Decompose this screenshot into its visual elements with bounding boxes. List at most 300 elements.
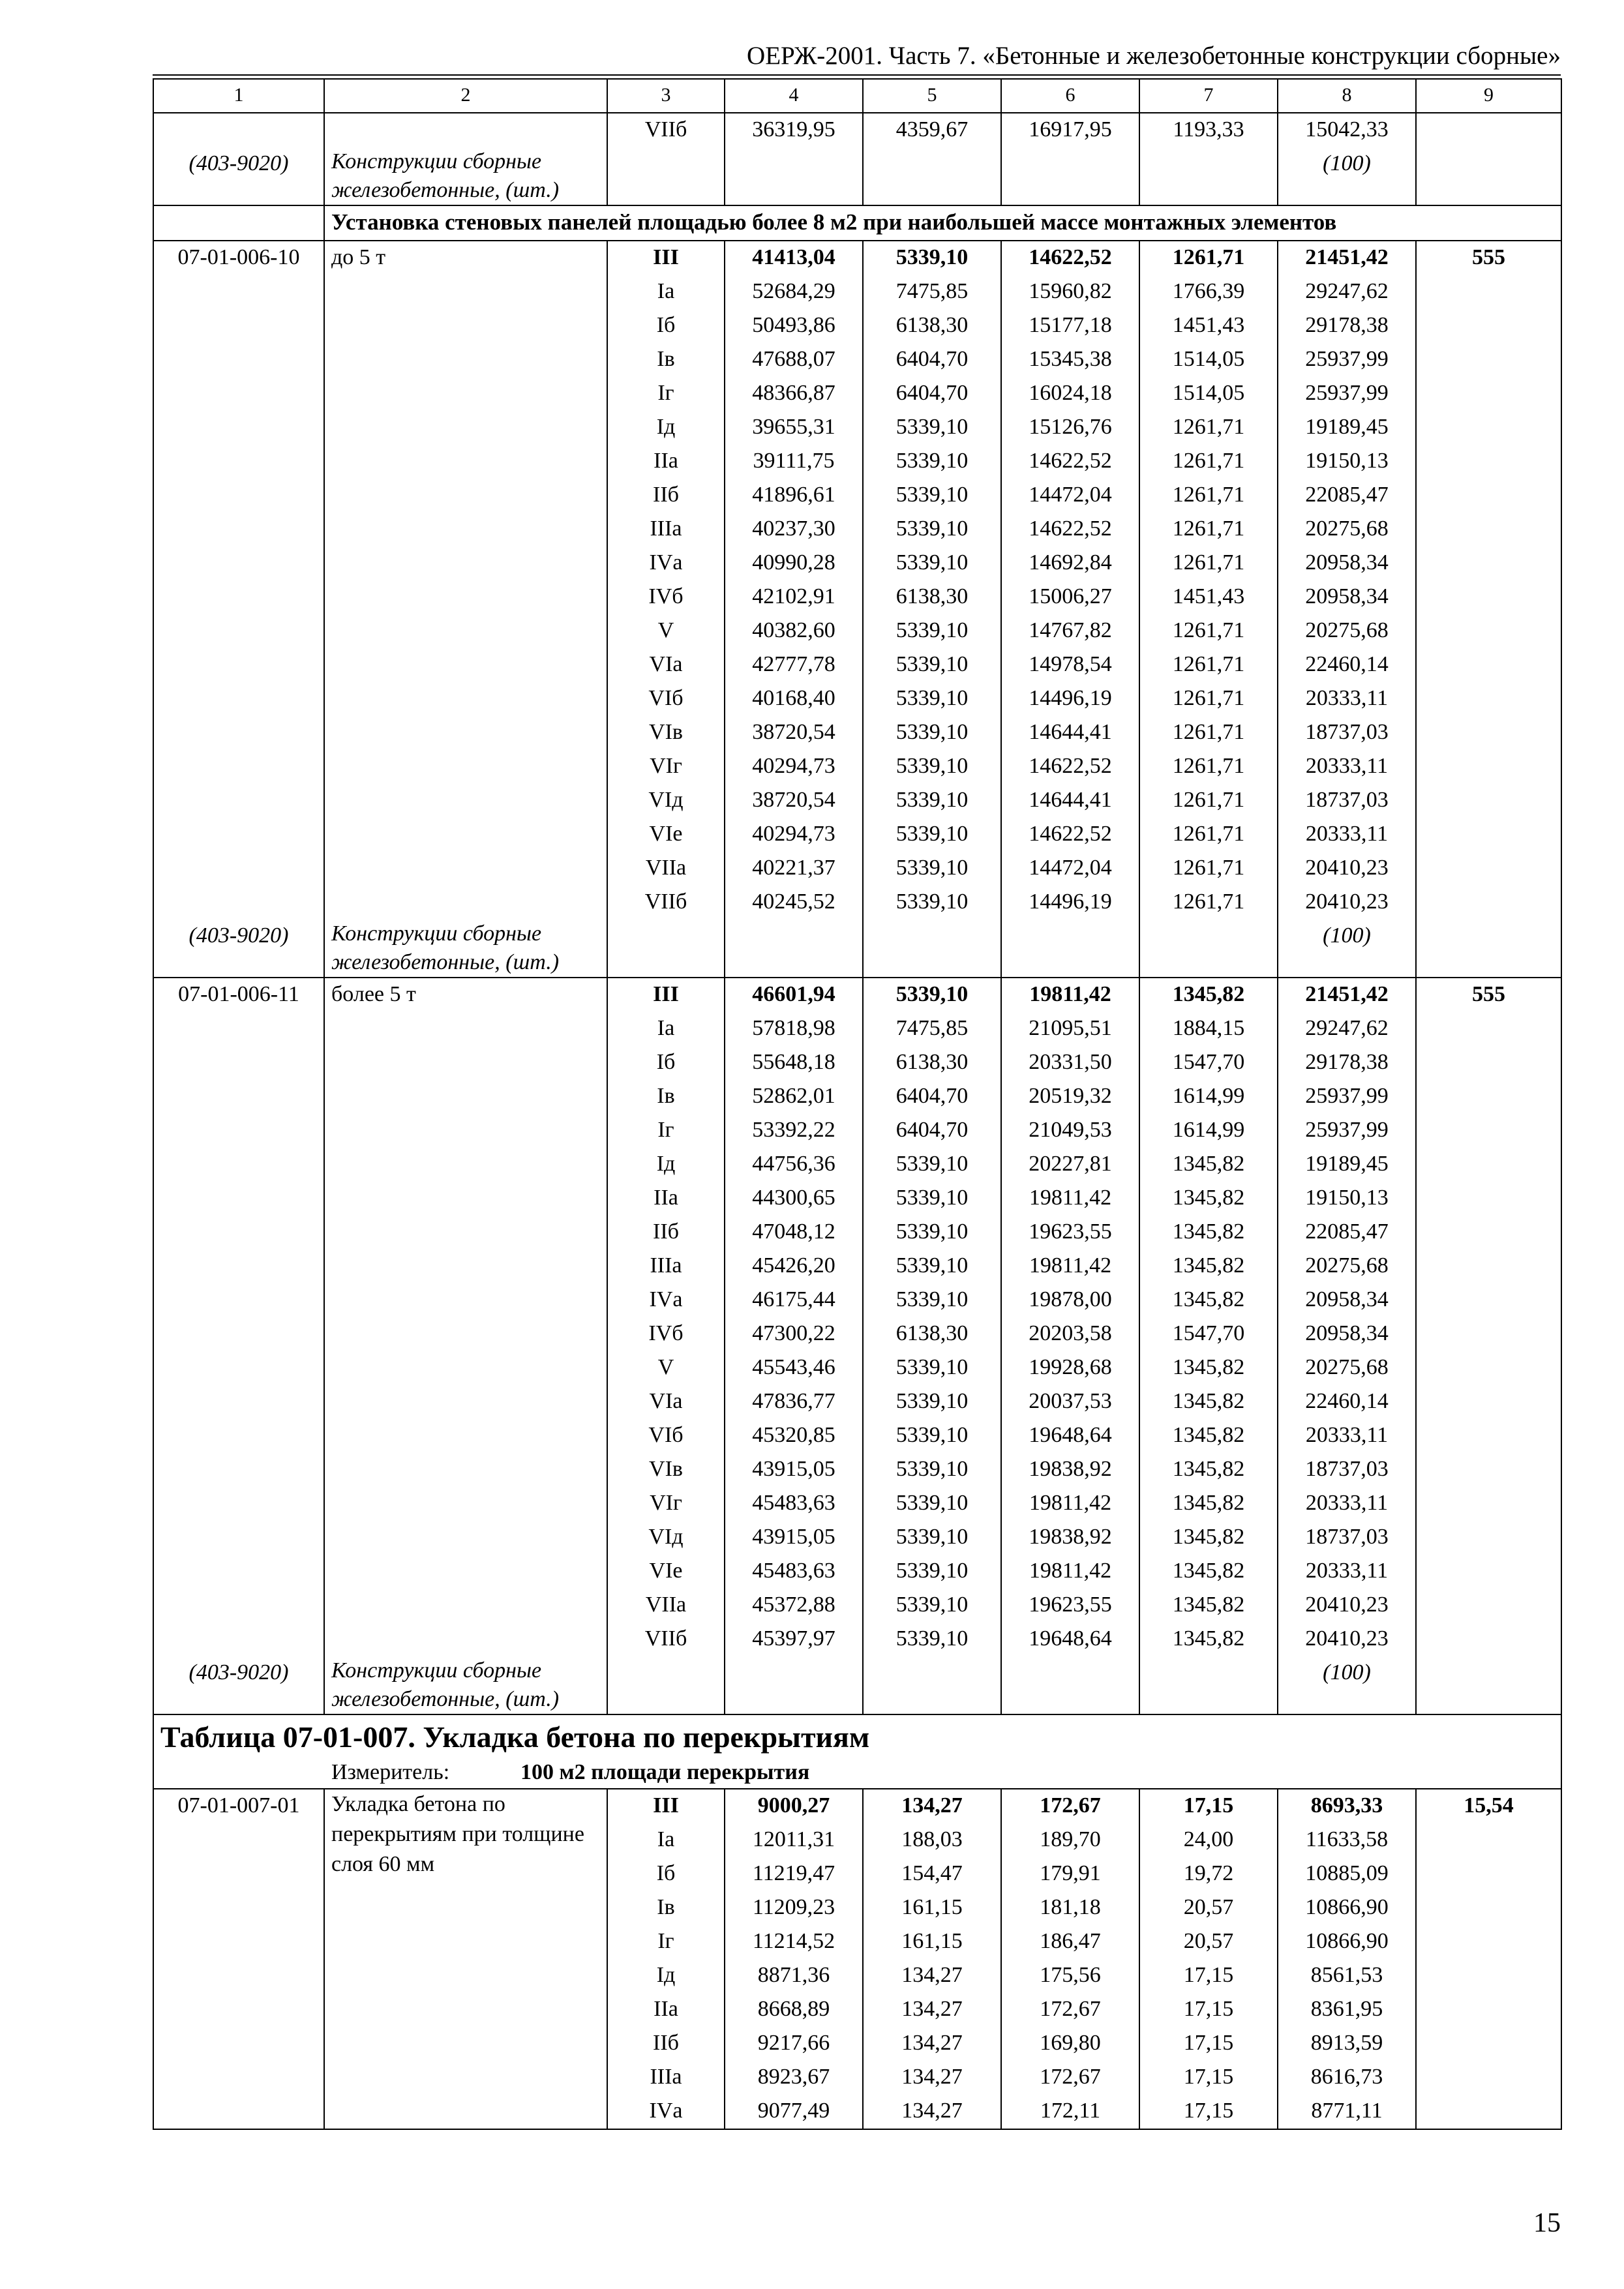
- empty-cell: [1416, 1046, 1561, 1080]
- empty-cell: [1416, 1959, 1561, 1993]
- price-value: 20410,23: [1278, 1623, 1416, 1656]
- table-row: [153, 411, 1561, 445]
- price-value: 5339,10: [863, 1385, 1001, 1419]
- empty-cell: [1416, 1453, 1561, 1487]
- price-value: 20333,11: [1278, 1487, 1416, 1521]
- empty-cell: [324, 1114, 607, 1148]
- price-value: 21095,51: [1001, 1012, 1139, 1046]
- empty-cell: [153, 648, 324, 682]
- table-row: [153, 275, 1561, 309]
- price-value: 50493,86: [725, 309, 863, 343]
- price-value: 41896,61: [725, 479, 863, 513]
- price-value: 5339,10: [863, 750, 1001, 784]
- empty-cell: [324, 648, 607, 682]
- price-value: 17,15: [1139, 2061, 1278, 2095]
- price-value: 5339,10: [863, 818, 1001, 852]
- price-value: 5339,10: [863, 682, 1001, 716]
- price-value: 1345,82: [1139, 1283, 1278, 1317]
- price-value: 20410,23: [1278, 852, 1416, 886]
- price-value: 5339,10: [863, 1351, 1001, 1385]
- empty-cell: [1416, 1656, 1561, 1714]
- price-value: 1345,82: [1139, 1182, 1278, 1216]
- zone-code: Iб: [607, 1857, 725, 1891]
- empty-cell: [1416, 1114, 1561, 1148]
- empty-cell: [324, 1623, 607, 1656]
- table-row: [153, 1216, 1561, 1249]
- empty-cell: [863, 1656, 1001, 1714]
- zone-code: IIIа: [607, 513, 725, 546]
- empty-cell: [324, 113, 607, 147]
- price-value: 36319,95: [725, 113, 863, 147]
- measure-cell: [153, 1758, 1561, 1789]
- column-number: 2: [324, 79, 607, 113]
- zone-code: VIд: [607, 1521, 725, 1555]
- table-row: [153, 2095, 1561, 2129]
- price-value: 1547,70: [1139, 1317, 1278, 1351]
- price-value: 42777,78: [725, 648, 863, 682]
- price-value: 20333,11: [1278, 818, 1416, 852]
- empty-cell: [1416, 818, 1561, 852]
- empty-cell: [153, 1012, 324, 1046]
- price-value: 5339,10: [863, 479, 1001, 513]
- price-value: 11219,47: [725, 1857, 863, 1891]
- price-value: 45483,63: [725, 1487, 863, 1521]
- price-value: 134,27: [863, 1993, 1001, 2027]
- price-value: 42102,91: [725, 580, 863, 614]
- rate-name-text: Укладка бетона по перекрытиям при толщине слоя 60 мм: [331, 1792, 584, 1876]
- zone-code: VIIа: [607, 1589, 725, 1623]
- zone-code: VIв: [607, 1453, 725, 1487]
- price-value: 16024,18: [1001, 377, 1139, 411]
- empty-cell: [1416, 2027, 1561, 2061]
- price-value: 20275,68: [1278, 614, 1416, 648]
- empty-cell: [324, 2095, 607, 2129]
- empty-cell: [324, 343, 607, 377]
- empty-cell: [1416, 2095, 1561, 2129]
- empty-cell: [1416, 513, 1561, 546]
- rate-code: 07-01-006-11: [153, 978, 324, 1012]
- price-value: 1345,82: [1139, 1419, 1278, 1453]
- price-value: 6138,30: [863, 580, 1001, 614]
- zone-code: Iг: [607, 1114, 725, 1148]
- price-value: 5339,10: [863, 1182, 1001, 1216]
- price-value: 6138,30: [863, 1046, 1001, 1080]
- empty-cell: [324, 377, 607, 411]
- zone-code: IVб: [607, 580, 725, 614]
- empty-cell: [153, 546, 324, 580]
- zone-code: Iв: [607, 343, 725, 377]
- table-row: [153, 1012, 1561, 1046]
- empty-cell: [1416, 1216, 1561, 1249]
- zone-code: IIб: [607, 2027, 725, 2061]
- price-value: 1614,99: [1139, 1080, 1278, 1114]
- price-value: 19811,42: [1001, 978, 1139, 1012]
- price-value: 161,15: [863, 1891, 1001, 1925]
- empty-cell: [153, 1351, 324, 1385]
- table-row: [153, 1283, 1561, 1317]
- empty-cell: [324, 411, 607, 445]
- zone-code: IIб: [607, 479, 725, 513]
- price-value: 5339,10: [863, 1148, 1001, 1182]
- empty-cell: [153, 818, 324, 852]
- price-value: 134,27: [863, 1789, 1001, 1823]
- price-value: 5339,10: [863, 784, 1001, 818]
- price-value: 43915,05: [725, 1453, 863, 1487]
- price-value: 6404,70: [863, 377, 1001, 411]
- empty-cell: [153, 411, 324, 445]
- empty-cell: [1416, 411, 1561, 445]
- empty-cell: [324, 1891, 607, 1925]
- empty-cell: [725, 147, 863, 205]
- price-value: 52862,01: [725, 1080, 863, 1114]
- empty-cell: [153, 1148, 324, 1182]
- material-name: Конструкции сборные железобетонные, (шт.): [324, 1656, 607, 1714]
- price-value: 1766,39: [1139, 275, 1278, 309]
- price-value: 1261,71: [1139, 750, 1278, 784]
- price-value: 15177,18: [1001, 309, 1139, 343]
- empty-cell: [153, 1555, 324, 1589]
- price-value: 57818,98: [725, 1012, 863, 1046]
- zone-code: VIIа: [607, 852, 725, 886]
- empty-cell: [1139, 1656, 1278, 1714]
- table-row: [153, 852, 1561, 886]
- empty-cell: [153, 377, 324, 411]
- price-value: 5339,10: [863, 1419, 1001, 1453]
- zone-code: IIIа: [607, 2061, 725, 2095]
- empty-cell: [1001, 920, 1139, 978]
- empty-cell: [153, 1249, 324, 1283]
- table-row: [153, 377, 1561, 411]
- price-value: 15042,33: [1278, 113, 1416, 147]
- price-value: 17,15: [1139, 2027, 1278, 2061]
- empty-cell: [607, 1656, 725, 1714]
- table-row: [153, 1249, 1561, 1283]
- empty-cell: [153, 1589, 324, 1623]
- empty-cell: [153, 852, 324, 886]
- price-value: 1261,71: [1139, 784, 1278, 818]
- price-value: 1345,82: [1139, 978, 1278, 1012]
- price-value: 46175,44: [725, 1283, 863, 1317]
- price-value: 9077,49: [725, 2095, 863, 2129]
- price-value: 20410,23: [1278, 886, 1416, 920]
- price-value: 1345,82: [1139, 1521, 1278, 1555]
- price-value: 1261,71: [1139, 648, 1278, 682]
- empty-cell: [153, 309, 324, 343]
- price-value: 20275,68: [1278, 513, 1416, 546]
- price-value: 8923,67: [725, 2061, 863, 2095]
- price-value: 5339,10: [863, 513, 1001, 546]
- price-value: 1261,71: [1139, 479, 1278, 513]
- price-value: 47688,07: [725, 343, 863, 377]
- measure-label: Измеритель:: [331, 1760, 450, 1784]
- column-number: 8: [1278, 79, 1416, 113]
- empty-cell: [153, 1823, 324, 1857]
- zone-code: VIIб: [607, 1623, 725, 1656]
- empty-cell: [324, 1589, 607, 1623]
- price-value: 175,56: [1001, 1959, 1139, 1993]
- price-value: 1451,43: [1139, 309, 1278, 343]
- table-row: [153, 1623, 1561, 1656]
- material-name: Конструкции сборные железобетонные, (шт.): [324, 920, 607, 978]
- zone-code: VIб: [607, 1419, 725, 1453]
- zone-code: VIв: [607, 716, 725, 750]
- price-value: 1261,71: [1139, 818, 1278, 852]
- empty-cell: [324, 818, 607, 852]
- price-value: 16917,95: [1001, 113, 1139, 147]
- price-value: 5339,10: [863, 445, 1001, 479]
- column-number: 3: [607, 79, 725, 113]
- price-value: 8693,33: [1278, 1789, 1416, 1823]
- empty-cell: [1416, 2061, 1561, 2095]
- empty-cell: [1416, 343, 1561, 377]
- table-row: [153, 343, 1561, 377]
- empty-cell: [1416, 1012, 1561, 1046]
- empty-cell: [607, 920, 725, 978]
- price-value: 20958,34: [1278, 546, 1416, 580]
- price-value: 5339,10: [863, 886, 1001, 920]
- price-value: 5339,10: [863, 1589, 1001, 1623]
- price-value: 10866,90: [1278, 1891, 1416, 1925]
- empty-cell: [153, 886, 324, 920]
- price-value: 19189,45: [1278, 411, 1416, 445]
- price-value: 17,15: [1139, 1789, 1278, 1823]
- empty-cell: [324, 682, 607, 716]
- price-value: 14622,52: [1001, 241, 1139, 275]
- column-number: 1: [153, 79, 324, 113]
- price-value: 6404,70: [863, 343, 1001, 377]
- empty-cell: [1001, 147, 1139, 205]
- price-value: 40221,37: [725, 852, 863, 886]
- empty-cell: [324, 580, 607, 614]
- labor-norm: 555: [1416, 241, 1561, 275]
- zone-code: Iд: [607, 411, 725, 445]
- price-value: 179,91: [1001, 1857, 1139, 1891]
- price-value: 45426,20: [725, 1249, 863, 1283]
- price-value: 14692,84: [1001, 546, 1139, 580]
- empty-cell: [324, 2027, 607, 2061]
- empty-cell: [324, 513, 607, 546]
- table-row: [153, 1351, 1561, 1385]
- empty-cell: [1416, 1925, 1561, 1959]
- price-value: 14622,52: [1001, 818, 1139, 852]
- price-value: 19811,42: [1001, 1249, 1139, 1283]
- price-value: 14767,82: [1001, 614, 1139, 648]
- price-value: 14622,52: [1001, 445, 1139, 479]
- table-row: [153, 241, 1561, 275]
- price-value: 46601,94: [725, 978, 863, 1012]
- page-header: ОЕРЖ-2001. Часть 7. «Бетонные и железобетонные конструкции сборные»: [747, 42, 1561, 70]
- price-value: 1547,70: [1139, 1046, 1278, 1080]
- zone-code: Iг: [607, 1925, 725, 1959]
- price-value: 5339,10: [863, 1249, 1001, 1283]
- price-value: 53392,22: [725, 1114, 863, 1148]
- column-number-row: [153, 79, 1561, 113]
- price-value: 19150,13: [1278, 445, 1416, 479]
- empty-cell: [153, 113, 324, 147]
- empty-cell: [324, 1487, 607, 1521]
- price-value: 19811,42: [1001, 1182, 1139, 1216]
- empty-cell: [324, 1317, 607, 1351]
- price-value: 8361,95: [1278, 1993, 1416, 2027]
- price-value: 17,15: [1139, 1959, 1278, 1993]
- empty-cell: [1416, 648, 1561, 682]
- price-value: 38720,54: [725, 784, 863, 818]
- price-value: 1261,71: [1139, 614, 1278, 648]
- empty-cell: [324, 1555, 607, 1589]
- empty-cell: [1416, 1249, 1561, 1283]
- price-value: 47048,12: [725, 1216, 863, 1249]
- table-row: [153, 1993, 1561, 2027]
- price-value: 18737,03: [1278, 784, 1416, 818]
- empty-cell: [1416, 1283, 1561, 1317]
- table-row: [153, 1148, 1561, 1182]
- price-value: 7475,85: [863, 275, 1001, 309]
- zone-code: VIд: [607, 784, 725, 818]
- table-row: [153, 1555, 1561, 1589]
- zone-code: III: [607, 978, 725, 1012]
- zone-code: Iа: [607, 1012, 725, 1046]
- empty-cell: [324, 1925, 607, 1959]
- price-value: 5339,10: [863, 1216, 1001, 1249]
- empty-cell: [153, 2095, 324, 2129]
- material-code: (403-9020): [153, 1656, 324, 1714]
- zone-code: VIе: [607, 818, 725, 852]
- table-row: [153, 1453, 1561, 1487]
- empty-cell: [324, 1148, 607, 1182]
- rate-name: до 5 т: [324, 241, 607, 275]
- empty-cell: [1416, 1993, 1561, 2027]
- price-value: 19838,92: [1001, 1521, 1139, 1555]
- table-row: [153, 1959, 1561, 1993]
- empty-cell: [1139, 920, 1278, 978]
- empty-cell: [153, 1182, 324, 1216]
- table-row: [153, 682, 1561, 716]
- price-value: 44300,65: [725, 1182, 863, 1216]
- empty-cell: [324, 1249, 607, 1283]
- price-value: 1345,82: [1139, 1487, 1278, 1521]
- empty-cell: [153, 1487, 324, 1521]
- empty-cell: [607, 147, 725, 205]
- price-value: 18737,03: [1278, 1453, 1416, 1487]
- empty-cell: [324, 784, 607, 818]
- table-row: [153, 546, 1561, 580]
- table-row: [153, 479, 1561, 513]
- price-value: 154,47: [863, 1857, 1001, 1891]
- price-value: 45483,63: [725, 1555, 863, 1589]
- price-value: 11209,23: [725, 1891, 863, 1925]
- empty-cell: [863, 920, 1001, 978]
- empty-cell: [153, 1419, 324, 1453]
- price-value: 45397,97: [725, 1623, 863, 1656]
- column-number: 9: [1416, 79, 1561, 113]
- price-value: 172,67: [1001, 1993, 1139, 2027]
- zone-code: IVа: [607, 2095, 725, 2129]
- empty-cell: [324, 1216, 607, 1249]
- price-value: 8616,73: [1278, 2061, 1416, 2095]
- price-value: 25937,99: [1278, 343, 1416, 377]
- zone-code: IVа: [607, 1283, 725, 1317]
- price-value: 14472,04: [1001, 479, 1139, 513]
- price-value: 14496,19: [1001, 682, 1139, 716]
- price-value: 169,80: [1001, 2027, 1139, 2061]
- price-value: 14622,52: [1001, 750, 1139, 784]
- empty-cell: [324, 614, 607, 648]
- empty-cell: [153, 1925, 324, 1959]
- empty-cell: [1416, 784, 1561, 818]
- column-number: 4: [725, 79, 863, 113]
- empty-cell: [153, 1216, 324, 1249]
- table-title-row: [153, 1714, 1561, 1758]
- table-row: [153, 1114, 1561, 1148]
- price-value: 20958,34: [1278, 580, 1416, 614]
- labor-norm: 555: [1416, 978, 1561, 1012]
- empty-cell: [324, 1453, 607, 1487]
- price-value: 47836,77: [725, 1385, 863, 1419]
- price-value: 15006,27: [1001, 580, 1139, 614]
- empty-cell: [153, 1385, 324, 1419]
- price-value: 24,00: [1139, 1823, 1278, 1857]
- price-value: 45543,46: [725, 1351, 863, 1385]
- empty-cell: [1416, 1080, 1561, 1114]
- zone-code: Iа: [607, 1823, 725, 1857]
- empty-cell: [153, 2027, 324, 2061]
- empty-cell: [153, 580, 324, 614]
- price-value: 1261,71: [1139, 886, 1278, 920]
- empty-cell: [324, 445, 607, 479]
- table-row: [153, 1419, 1561, 1453]
- rate-code: 07-01-006-10: [153, 241, 324, 275]
- empty-cell: [324, 546, 607, 580]
- price-value: 1261,71: [1139, 513, 1278, 546]
- material-code: (403-9020): [153, 147, 324, 205]
- empty-cell: [153, 1891, 324, 1925]
- price-value: 19648,64: [1001, 1419, 1139, 1453]
- empty-cell: [1416, 546, 1561, 580]
- empty-cell: [153, 1993, 324, 2027]
- price-value: 14472,04: [1001, 852, 1139, 886]
- empty-cell: [153, 343, 324, 377]
- empty-cell: [324, 309, 607, 343]
- empty-cell: [1416, 580, 1561, 614]
- empty-cell: [153, 1283, 324, 1317]
- price-value: 19189,45: [1278, 1148, 1416, 1182]
- price-value: 45372,88: [725, 1589, 863, 1623]
- price-value: 20333,11: [1278, 1419, 1416, 1453]
- price-value: 8668,89: [725, 1993, 863, 2027]
- price-value: 5339,10: [863, 716, 1001, 750]
- empty-cell: [1416, 682, 1561, 716]
- table-row: [153, 2061, 1561, 2095]
- zone-code: IVб: [607, 1317, 725, 1351]
- price-value: 20410,23: [1278, 1589, 1416, 1623]
- price-value: 40245,52: [725, 886, 863, 920]
- empty-cell: [153, 784, 324, 818]
- price-value: 39111,75: [725, 445, 863, 479]
- price-value: 5339,10: [863, 1555, 1001, 1589]
- price-value: 20333,11: [1278, 750, 1416, 784]
- price-value: 40382,60: [725, 614, 863, 648]
- price-value: 22460,14: [1278, 648, 1416, 682]
- empty-cell: [153, 682, 324, 716]
- zone-code: Iв: [607, 1891, 725, 1925]
- table-row: [153, 886, 1561, 920]
- empty-cell: [153, 1857, 324, 1891]
- price-value: 48366,87: [725, 377, 863, 411]
- zone-code: Iа: [607, 275, 725, 309]
- price-value: 6404,70: [863, 1080, 1001, 1114]
- zone-code: Iг: [607, 377, 725, 411]
- price-value: 1261,71: [1139, 716, 1278, 750]
